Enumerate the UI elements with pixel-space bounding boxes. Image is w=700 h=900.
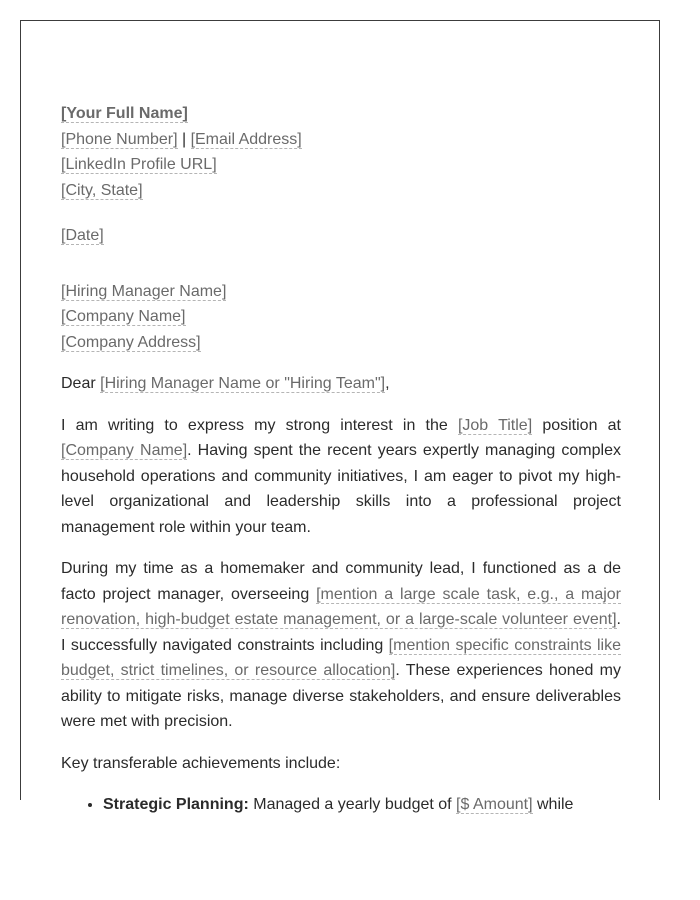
salutation-suffix: , <box>385 375 390 392</box>
contact-separator: | <box>177 130 191 148</box>
paragraph-experience <box>61 556 621 735</box>
recipient-company[interactable]: [Company Name] <box>61 308 186 325</box>
salutation <box>61 371 621 397</box>
achievement-title: Strategic Planning: <box>103 796 249 813</box>
recipient-block <box>61 279 621 356</box>
achievement-text-2: while <box>532 796 574 813</box>
paragraph-experience-text-1: During my time as a homemaker and community lead, I functioned as a de facto project manager, overseeing <box>61 560 621 603</box>
paragraph-intro-text-2: position at <box>532 416 621 434</box>
letter-page <box>20 20 660 813</box>
salutation-name[interactable]: [Hiring Manager Name or "Hiring Team"] <box>100 375 386 392</box>
paragraph-experience-text-2: . I successfully navigated constraints including <box>61 611 621 654</box>
job-title-placeholder[interactable]: [Job Title] <box>457 416 533 434</box>
letter-body <box>61 101 621 818</box>
company-name-placeholder[interactable]: [Company Name] <box>61 442 188 459</box>
achievement-text-1: Managed a yearly budget of <box>248 796 457 813</box>
letter-date[interactable]: [Date] <box>61 227 104 244</box>
recipient-address[interactable]: [Company Address] <box>61 333 201 351</box>
paragraph-intro-text-1: I am writing to express my strong interest in the <box>61 416 458 434</box>
constraints-placeholder[interactable]: [mention specific constraints like budget, strict timelines, or resource allocation] <box>61 636 621 679</box>
large-task-placeholder[interactable]: [mention a large scale task, e.g., a major renovation, high-budget estate management, or a large-scale volunteer event] <box>61 585 622 628</box>
date-block <box>61 223 621 249</box>
achievements-intro: Key transferable achievements include: <box>61 754 341 772</box>
paragraph-experience-text-3: . These experiences honed my ability to mitigate risks, manage diverse stakeholders, and ensure deliverables were met with precision. <box>61 662 622 730</box>
salutation-prefix: Dear <box>61 375 101 392</box>
amount-placeholder[interactable]: [$ Amount] <box>456 796 533 813</box>
sender-block <box>61 101 621 203</box>
sender-email[interactable]: [Email Address] <box>190 130 302 148</box>
recipient-manager[interactable]: [Hiring Manager Name] <box>61 282 227 300</box>
paragraph-intro <box>61 413 621 541</box>
achievement-item <box>103 792 621 818</box>
sender-phone[interactable]: [Phone Number] <box>61 130 178 148</box>
sender-full-name[interactable]: [Your Full Name] <box>61 105 188 122</box>
sender-linkedin[interactable]: [LinkedIn Profile URL] <box>61 156 217 173</box>
paragraph-intro-text-3: . Having spent the recent years expertly managing complex household operations and community initiatives, I am eager to pivot my high-level organizational and leadership skills into a professional project management role within your team. <box>61 442 621 536</box>
achievements-list <box>61 792 621 818</box>
sender-city-state[interactable]: [City, State] <box>61 181 143 199</box>
